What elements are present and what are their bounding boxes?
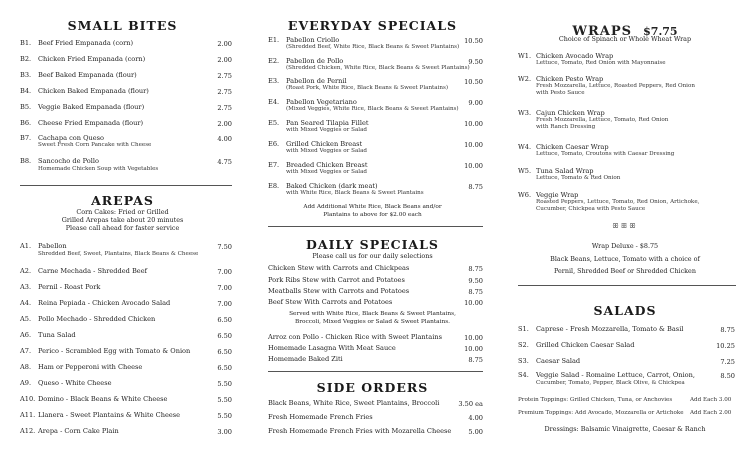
item-code: W1. xyxy=(518,52,532,60)
item-code: B1. xyxy=(20,39,32,47)
item-code: S3. xyxy=(518,357,529,365)
item-code: A11. xyxy=(20,411,36,419)
wrap-deluxe-desc: Black Beans, Lettuce, Tomato with a choice of xyxy=(550,255,700,263)
item-code: W4. xyxy=(518,143,532,151)
menu-item: Llanera - Sweet Plantains & White Cheese xyxy=(38,411,181,419)
price: 7.00 xyxy=(217,268,232,276)
item-description: with Mixed Veggies or Salad xyxy=(286,127,367,133)
item-code: B2. xyxy=(20,55,32,63)
divider xyxy=(268,226,483,227)
item-description: Lettuce, Tomato, Red Onion with Mayonnaise xyxy=(536,60,666,66)
menu-item: Grilled Chicken Caesar Salad xyxy=(536,341,635,349)
item-code: B8. xyxy=(20,157,32,165)
price: 4.00 xyxy=(217,135,232,143)
arepas-note: Please call ahead for faster service xyxy=(65,224,180,232)
price: 10.00 xyxy=(464,345,483,353)
wraps-note: Choice of Spinach or Whole Wheat Wrap xyxy=(558,35,692,43)
ornament-divider: ꕥꕥꕥ xyxy=(612,222,638,230)
addon-note: Plantains to above for $2.00 each xyxy=(323,212,422,218)
price: 4.75 xyxy=(217,158,232,166)
price: 10.00 xyxy=(464,120,483,128)
item-description: Lettuce, Tomato, Croutons with Caesar Dressing xyxy=(536,151,675,157)
menu-item: Cachapa con Queso xyxy=(38,134,105,142)
served-note: Served with White Rice, Black Beans & Sweet Plantains, xyxy=(289,311,456,317)
wraps-price: $7.75 xyxy=(643,25,678,38)
price: 7.25 xyxy=(720,358,735,366)
price: 2.00 xyxy=(217,120,232,128)
menu-item: Chicken Caesar Wrap xyxy=(536,143,609,151)
menu-item: Homemade Lasagna With Meat Sauce xyxy=(268,344,396,352)
item-description: Cucumber, Tomato, Pepper, Black Olive, & Chickpea xyxy=(536,380,685,386)
price: 8.75 xyxy=(720,326,735,334)
item-code: A8. xyxy=(20,363,32,371)
item-code: E7. xyxy=(268,161,280,169)
price: 6.50 xyxy=(217,316,232,324)
item-code: B5. xyxy=(20,103,32,111)
item-code: A9. xyxy=(20,379,32,387)
menu-item: Chicken Fried Empanada (corn) xyxy=(38,55,146,63)
dressings: Dressings: Balsamic Vinaigrette, Caesar & Ranch xyxy=(544,425,706,433)
menu-item: Pollo Mechado - Shredded Chicken xyxy=(38,315,156,323)
daily-specials-title: DAILY SPECIALS xyxy=(306,237,439,252)
price: 9.50 xyxy=(468,277,483,285)
item-description: Fresh Mozzarella, Lettuce, Roasted Peppers, Red Onion xyxy=(536,83,695,89)
price: 7.00 xyxy=(217,284,232,292)
item-description: with Ranch Dressing xyxy=(536,124,596,130)
price: 2.75 xyxy=(217,104,232,112)
price: 9.50 xyxy=(468,58,483,66)
menu-item: Domino - Black Beans & White Cheese xyxy=(38,395,168,403)
price: 2.00 xyxy=(217,40,232,48)
protein-price: Add Each 3.00 xyxy=(690,397,732,403)
item-description: (Shredded Chicken, White Rice, Black Beans & Sweet Plantains) xyxy=(286,65,470,71)
menu-item: Fresh Homemade French Fries with Mozarella Cheese xyxy=(268,427,452,435)
item-description: (Roast Pork, White Rice, Black Beans & Sweet Plantains) xyxy=(286,85,449,91)
item-code: A4. xyxy=(20,299,32,307)
item-code: E6. xyxy=(268,140,280,148)
item-code: A5. xyxy=(20,315,32,323)
menu-item: Sancocho de Pollo xyxy=(38,157,99,165)
item-description: (Mixed Veggies, White Rice, Black Beans & Sweet Plantains) xyxy=(286,106,459,112)
item-code: B4. xyxy=(20,87,32,95)
menu-item: Arroz con Pollo - Chicken Rice with Sweet Plantains xyxy=(268,333,442,341)
price: 2.75 xyxy=(217,72,232,80)
menu-item: Tuna Salad xyxy=(38,331,76,339)
item-code: B6. xyxy=(20,119,32,127)
price: 7.00 xyxy=(217,300,232,308)
price: 6.50 xyxy=(217,332,232,340)
menu-item: Fresh Homemade French Fries xyxy=(268,413,373,421)
price: 10.50 xyxy=(464,37,483,45)
price: 6.50 xyxy=(217,364,232,372)
price: 10.00 xyxy=(464,141,483,149)
item-code: E4. xyxy=(268,98,280,106)
menu-item: Beef Baked Empanada (flour) xyxy=(38,71,137,79)
arepas-note: Grilled Arepas take about 20 minutes xyxy=(61,216,184,224)
menu-item: Pork Ribs Stew with Carrot and Potatoes xyxy=(268,276,405,284)
item-code: S2. xyxy=(518,341,529,349)
menu-item: Beef Stew With Carrots and Potatoes xyxy=(268,298,393,306)
menu-item: Caesar Salad xyxy=(536,357,581,365)
item-description: Lettuce, Tomato & Red Onion xyxy=(536,175,621,181)
item-description: Sweet Fresh Corn Pancake with Cheese xyxy=(38,142,152,148)
item-description: Cucumber, Chickpea with Pesto Sauce xyxy=(536,206,646,212)
price: 5.50 xyxy=(217,380,232,388)
side-orders-title: SIDE ORDERS xyxy=(316,380,429,395)
price: 5.50 xyxy=(217,412,232,420)
item-code: A2. xyxy=(20,267,32,275)
item-code: S4. xyxy=(518,371,529,379)
menu-item: Meatballs Stew with Carrots and Potatoes xyxy=(268,287,410,295)
item-description: Homemade Chicken Soup with Vegetables xyxy=(38,166,159,172)
price: 8.75 xyxy=(468,265,483,273)
item-code: B3. xyxy=(20,71,32,79)
menu-item: Pernil - Roast Pork xyxy=(38,283,101,291)
item-description: with Mixed Veggies or Salad xyxy=(286,148,367,154)
menu-item: Chicken Baked Empanada (flour) xyxy=(38,87,149,95)
column-left xyxy=(0,0,245,455)
price: 10.00 xyxy=(464,299,483,307)
item-description: Fresh Mozzarella, Lettuce, Tomato, Red Onion xyxy=(536,117,669,123)
divider xyxy=(20,185,232,186)
item-code: A7. xyxy=(20,347,32,355)
item-code: W5. xyxy=(518,167,532,175)
divider xyxy=(518,285,736,286)
menu-item: Tuna Salad Wrap xyxy=(536,167,594,175)
salads-title: SALADS xyxy=(593,303,657,318)
menu-item: Pabellon de Pernil xyxy=(286,77,347,85)
item-description: with White Rice, Black Beans & Sweet Plantains xyxy=(286,190,424,196)
arepas-note: Corn Cakes: Fried or Grilled xyxy=(76,208,169,216)
protein-toppings: Protein Toppings: Grilled Chicken, Tuna, or Anchovies xyxy=(518,397,673,403)
item-code: B7. xyxy=(20,134,32,142)
menu-item: Veggie Wrap xyxy=(536,191,579,199)
item-code: W2. xyxy=(518,75,532,83)
served-note: Broccoli, Mixed Veggies or Salad & Sweet Plantains. xyxy=(294,319,451,325)
menu-item: Veggie Salad - Romaine Lettuce, Carrot, Onion, xyxy=(536,371,695,379)
item-code: E3. xyxy=(268,77,280,85)
column-middle xyxy=(250,0,495,455)
menu-item: Baked Chicken (dark meat) xyxy=(286,182,378,190)
item-code: E5. xyxy=(268,119,280,127)
daily-note: Please call us for our daily selections xyxy=(312,252,433,260)
item-description: with Mixed Veggies or Salad xyxy=(286,169,367,175)
item-code: A1. xyxy=(20,242,32,250)
item-code: E2. xyxy=(268,57,280,65)
item-description: (Shredded Beef, White Rice, Black Beans & Sweet Plantains) xyxy=(286,44,460,50)
menu-item: Grilled Chicken Breast xyxy=(286,140,363,148)
price: 6.50 xyxy=(217,348,232,356)
premium-toppings: Premium Toppings: Add Avocado, Mozzarella or Artichoke xyxy=(518,410,684,416)
price: 5.50 xyxy=(217,396,232,404)
menu-item: Veggie Baked Empanada (flour) xyxy=(38,103,145,111)
item-code: A10. xyxy=(20,395,36,403)
premium-price: Add Each 2.00 xyxy=(690,410,732,416)
wraps-title: WRAPS xyxy=(572,24,633,39)
item-code: E8. xyxy=(268,182,280,190)
price: 8.75 xyxy=(468,183,483,191)
price: 10.00 xyxy=(464,162,483,170)
menu-item: Reina Pepiada - Chicken Avocado Salad xyxy=(38,299,171,307)
item-code: A12. xyxy=(20,427,36,435)
menu-item: Homemade Baked Ziti xyxy=(268,355,343,363)
menu-item: Caprese - Fresh Mozzarella, Tomato & Basil xyxy=(536,325,684,333)
item-code: A3. xyxy=(20,283,32,291)
price: 10.50 xyxy=(464,78,483,86)
menu-item: Pabellon xyxy=(38,242,67,250)
menu-item: Arepa - Corn Cake Plain xyxy=(38,427,119,435)
price: 8.50 xyxy=(720,372,735,380)
price: 2.00 xyxy=(217,56,232,64)
menu-item: Beef Fried Empanada (corn) xyxy=(38,39,134,47)
item-code: A6. xyxy=(20,331,32,339)
price: 3.00 xyxy=(217,428,232,436)
item-description: Roasted Peppers, Lettuce, Tomato, Red Onion, Artichoke, xyxy=(536,199,700,205)
menu-item: Chicken Pesto Wrap xyxy=(536,75,604,83)
price: 3.50 ea xyxy=(458,400,483,408)
menu-item: Carne Mechada - Shredded Beef xyxy=(38,267,148,275)
price: 9.00 xyxy=(468,99,483,107)
wrap-deluxe: Wrap Deluxe - $8.75 xyxy=(591,242,659,250)
menu-item: Breaded Chicken Breast xyxy=(286,161,368,169)
item-code: W3. xyxy=(518,109,532,117)
price: 7.50 xyxy=(217,243,232,251)
everyday-specials-title: EVERYDAY SPECIALS xyxy=(287,18,458,33)
item-code: E1. xyxy=(268,36,280,44)
price: 8.75 xyxy=(468,288,483,296)
small-bites-title: SMALL BITES xyxy=(67,18,178,33)
addon-note: Add Additional White Rice, Black Beans and/or xyxy=(303,204,442,210)
price: 2.75 xyxy=(217,88,232,96)
column-right xyxy=(500,0,750,455)
menu-item: Pan Seared Tilapia Fillet xyxy=(286,119,369,127)
price: 8.75 xyxy=(468,356,483,364)
menu-item: Black Beans, White Rice, Sweet Plantains, Broccoli xyxy=(268,399,440,407)
menu-item: Pabellon Vegetariano xyxy=(286,98,357,106)
item-code: W6. xyxy=(518,191,532,199)
price: 10.00 xyxy=(464,334,483,342)
price: 5.00 xyxy=(468,428,483,436)
price: 4.00 xyxy=(468,414,483,422)
item-description: with Pesto Sauce xyxy=(536,90,585,96)
menu-item: Cajun Chicken Wrap xyxy=(536,109,605,117)
item-description: Shredded Beef, Sweet, Plantains, Black Beans & Cheese xyxy=(38,251,199,257)
menu-item: Chicken Avocado Wrap xyxy=(536,52,614,60)
price: 10.25 xyxy=(716,342,735,350)
menu-item: Perico - Scrambled Egg with Tomato & Onion xyxy=(38,347,191,355)
wrap-deluxe-desc: Pernil, Shredded Beef or Shredded Chicken xyxy=(554,267,696,275)
divider xyxy=(268,371,483,372)
menu-item: Pabellon de Pollo xyxy=(286,57,344,65)
menu-item: Ham or Pepperoni with Cheese xyxy=(38,363,143,371)
menu-item: Pabellon Criollo xyxy=(286,36,340,44)
menu-item: Cheese Fried Empanada (flour) xyxy=(38,119,144,127)
arepas-title: AREPAS xyxy=(91,193,154,208)
menu-item: Chicken Stew with Carrots and Chickpeas xyxy=(268,264,410,272)
item-code: S1. xyxy=(518,325,529,333)
menu-item: Queso - White Cheese xyxy=(38,379,112,387)
